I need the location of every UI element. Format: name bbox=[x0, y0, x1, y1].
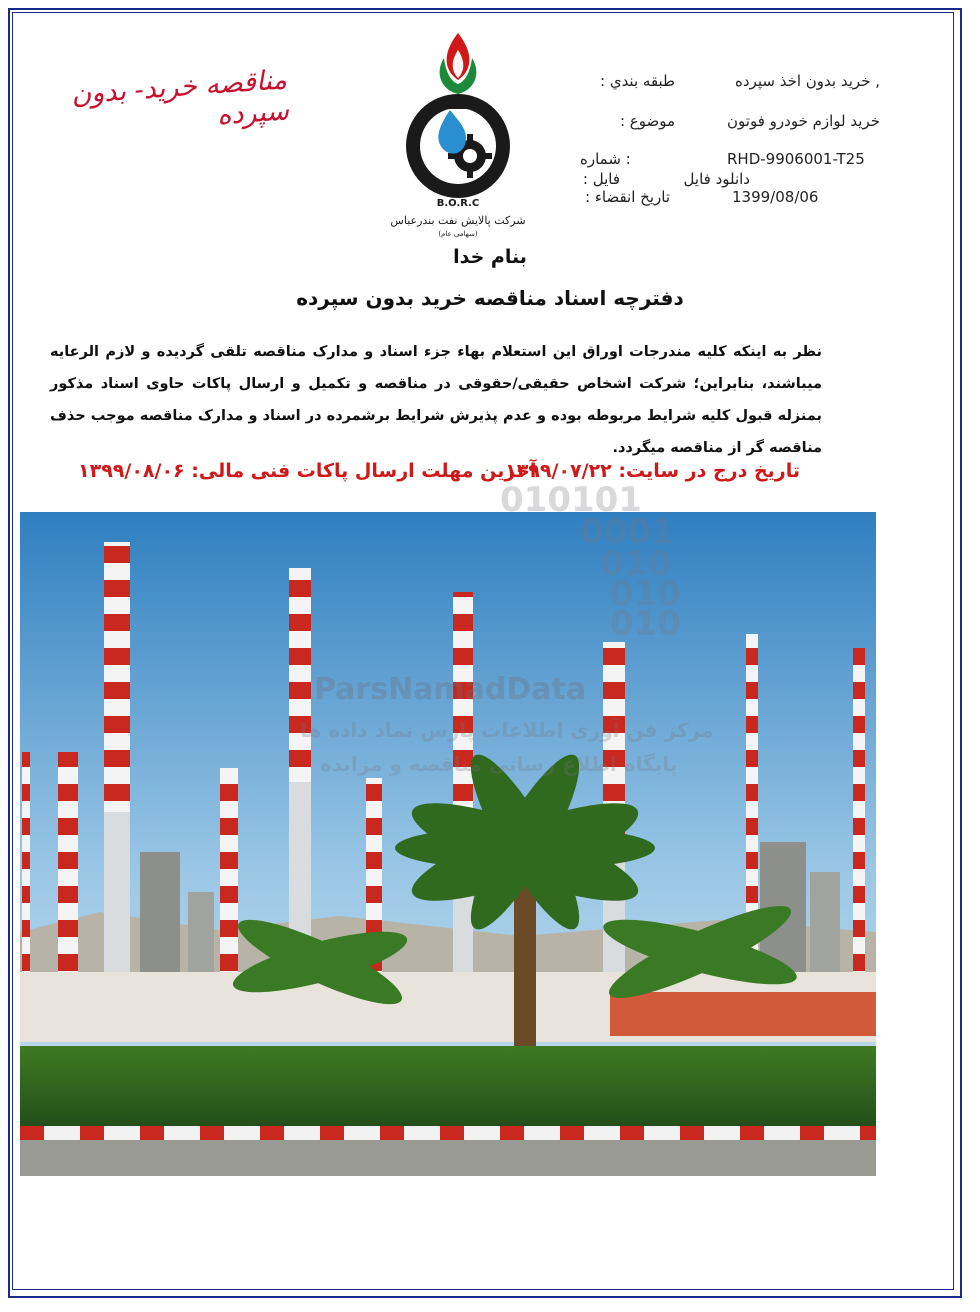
refinery-photo bbox=[20, 512, 876, 1176]
refinery-chimneys-palm-photo-icon bbox=[20, 512, 876, 1176]
expiry-label: تاریخ انقضاء : bbox=[585, 188, 670, 206]
logo-subtext: (سهامی عام) bbox=[438, 230, 478, 238]
handwritten-note: مناقصه خرید- بدون سپرده bbox=[70, 64, 290, 132]
watermark-binary-4: 010 bbox=[610, 574, 681, 614]
logo-acronym: B.O.R.C bbox=[436, 198, 480, 209]
borc-flame-gear-logo-icon bbox=[388, 28, 528, 238]
number-label: : شماره bbox=[580, 150, 631, 168]
company-logo bbox=[388, 28, 528, 238]
watermark-binary-1: 010101 bbox=[500, 480, 642, 520]
subject-value: خرید لوازم خودرو فوتون bbox=[727, 112, 880, 130]
watermark-binary-5: 010 bbox=[610, 604, 681, 644]
terms-paragraph: نظر به اینکه کلیه مندرجات اوراق این استعلام بهاء جزء اسناد و مدارک مناقصه تلقی گردیده و لازم الرعایه میباشند، بنابراین؛ شرکت اشخاص حقیقی/حقوقی در مناقصه و تکمیل و ارسال پاکات حاوی اسناد مذکور بمنزله قبول کلیه شرایط مربوطه بوده و عدم پذیرش شرایط برشمرده در اسناد و مدارک مناقصه موجب حذف مناقصه گر از مناقصه میگردد. bbox=[50, 344, 822, 456]
watermark-brand: ParsNamadData bbox=[314, 672, 587, 707]
watermark-line2: پایگاه اطلاع رسانی مناقصه و مزایده bbox=[320, 752, 678, 776]
watermark-line1: مرکز فن آوری اطلاعات پارس نماد داده ها bbox=[300, 718, 714, 742]
category-value: , خرید بدون اخذ سپرده bbox=[735, 72, 880, 90]
watermark-binary-2: 0001 bbox=[580, 512, 675, 552]
number-value: RHD-9906001-T25 bbox=[727, 150, 865, 168]
file-download-link[interactable]: دانلود فایل bbox=[683, 170, 750, 188]
site-date: تاریخ درج در سایت: ۱۳۹۹/۰۷/۲۲ bbox=[505, 460, 800, 482]
page-title: دفترچه اسناد مناقصه خرید بدون سپرده bbox=[296, 286, 684, 310]
file-label: فایل : bbox=[582, 170, 620, 188]
watermark-binary-3: 010 bbox=[600, 544, 671, 584]
deadline-date: آخرین مهلت ارسال پاکات فنی مالی: ۱۳۹۹/۰۸/۰۶ bbox=[78, 460, 537, 482]
subject-label: موضوع : bbox=[619, 112, 675, 130]
logo-company-name: شرکت پالایش نفت بندرعباس bbox=[390, 214, 526, 227]
document-meta bbox=[580, 68, 880, 218]
category-label: طبقه بندي : bbox=[600, 72, 675, 90]
expiry-value: 1399/08/06 bbox=[732, 188, 819, 206]
invocation: بنام خدا bbox=[453, 246, 527, 268]
